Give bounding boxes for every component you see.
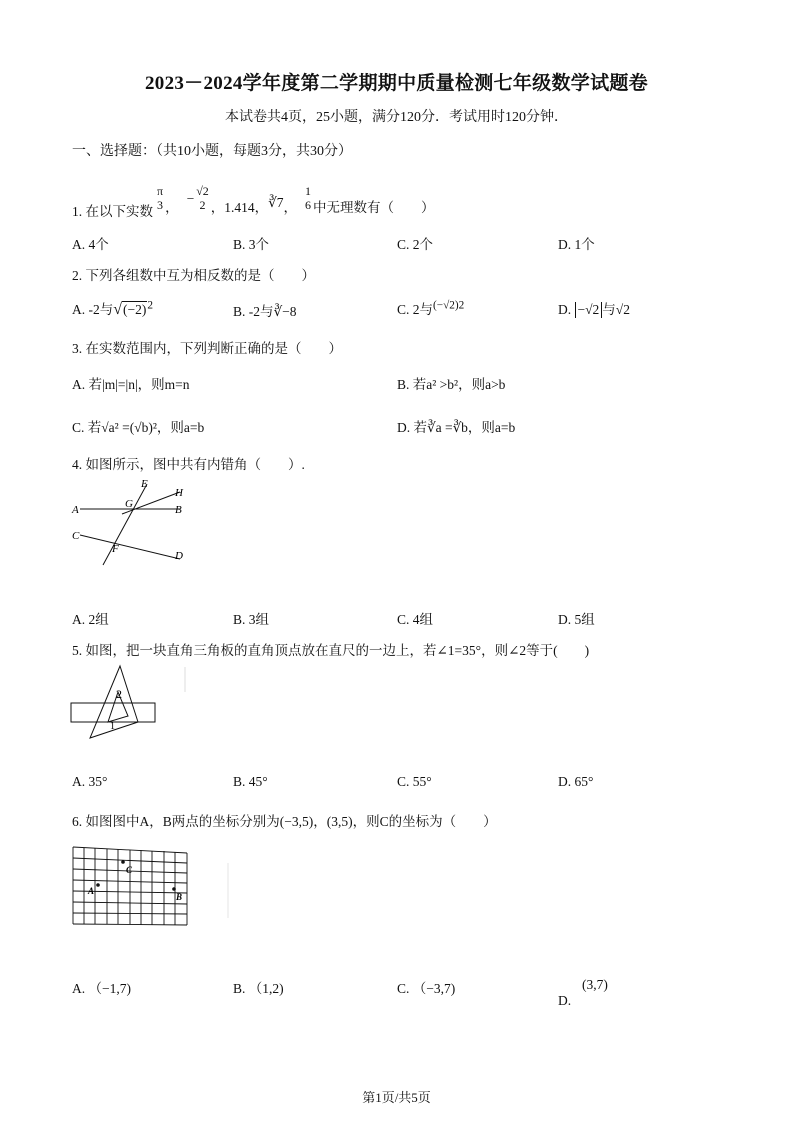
label-c: C — [72, 530, 80, 542]
question-3: 3. 在实数范围内，下列判断正确的是（ ） — [72, 341, 342, 356]
q6-option-b[interactable]: B. （1,2) — [233, 981, 284, 996]
question-1 — [72, 178, 435, 220]
label-a: A — [88, 886, 95, 896]
q1-suffix: 中无理数有（ ） — [313, 200, 435, 215]
q2-option-d[interactable]: D. −√2 与√2 — [558, 302, 630, 317]
q1-cuberoot-7: ∛7 — [268, 195, 284, 210]
q1-neg: − — [186, 191, 195, 206]
exam-title: 2023－2024学年度第二学期期中质量检测七年级数学试题卷 — [144, 73, 648, 94]
q2-option-b[interactable]: B. -2与∛−8 — [233, 304, 297, 319]
q5-option-a[interactable]: A. 35° — [72, 774, 108, 789]
q6-option-a[interactable]: A. （−1,7) — [72, 981, 131, 996]
q1-values: ，1.414， — [210, 200, 269, 215]
q6-option-c[interactable]: C. （−3,7) — [397, 981, 456, 996]
label-b: B — [176, 892, 183, 902]
q6-coordinate-grid-figure — [70, 843, 230, 933]
q1-frac-sqrt2-2: √2 2 — [196, 184, 209, 212]
q1-frac-pi-3: π 3 — [157, 184, 164, 212]
q5-option-c[interactable]: C. 55° — [397, 774, 432, 789]
label-d: D — [175, 550, 183, 562]
q4-option-a[interactable]: A. 2组 — [72, 612, 109, 627]
q3-option-b[interactable]: B. 若a² >b²，则a>b — [397, 377, 506, 392]
q1-sep2: ， — [283, 200, 298, 215]
q4-option-c[interactable]: C. 4组 — [397, 612, 434, 627]
q3-option-a[interactable]: A. 若|m|=|n|，则m=n — [72, 377, 190, 392]
page-number: 第1页/共5页 — [362, 1090, 431, 1105]
q1-frac-1-6: 1 6 — [305, 184, 312, 212]
q2-option-c[interactable]: C. 2与$^{(-√2)2}$ — [397, 299, 465, 317]
exam-subtitle: 本试卷共4页，25小题，满分120分．考试用时120分钟． — [225, 110, 568, 125]
question-4: 4. 如图所示，图中共有内错角（ ）. — [72, 457, 305, 472]
q5-option-d[interactable]: D. 65° — [558, 774, 594, 789]
q2-a-sqrt-icon: √ — [113, 301, 123, 318]
section-heading: 一、选择题：（共10小题，每题3分，共30分） — [72, 144, 352, 159]
q5-triangle-ruler-figure — [68, 662, 190, 742]
q6-option-d-value: (3,7) — [582, 977, 608, 992]
q1-option-c[interactable]: C. 2个 — [397, 237, 434, 252]
q2-option-a[interactable]: A. -2与$√(-2)^2$ — [72, 299, 154, 318]
q3-option-d[interactable]: D. 若∛a =∛b，则a=b — [397, 420, 516, 435]
label-f: F — [112, 543, 119, 555]
q1-option-a[interactable]: A. 4个 — [72, 237, 109, 252]
label-e: E — [141, 478, 148, 490]
q4-intersecting-lines-figure — [68, 478, 208, 568]
point-c — [121, 860, 125, 864]
q4-option-b[interactable]: B. 3组 — [233, 612, 270, 627]
line-ef — [103, 484, 147, 565]
q3-option-c[interactable]: C. 若√a² =(√b)²，则a=b — [72, 420, 205, 435]
q6-option-d[interactable]: D. — [558, 993, 572, 1008]
label-g: G — [125, 498, 133, 510]
angle-1-label: 1 — [110, 721, 115, 732]
point-a — [96, 883, 100, 887]
question-6: 6. 如图图中A，B两点的坐标分别为(−3,5)，(3,5)，则C的坐标为（ ） — [72, 814, 497, 829]
q5-option-b[interactable]: B. 45° — [233, 774, 268, 789]
angle-2-label: 2 — [116, 687, 122, 701]
q1-prefix: 1. 在以下实数 — [72, 204, 153, 219]
label-c: C — [126, 865, 133, 875]
label-h: H — [175, 487, 183, 499]
q1-option-b[interactable]: B. 3个 — [233, 237, 270, 252]
q1-sep: ， — [165, 200, 179, 215]
question-5: 5. 如图，把一块直角三角板的直角顶点放在直尺的一边上，若∠1=35°，则∠2等于( ) — [72, 643, 590, 658]
label-a: A — [72, 504, 79, 516]
label-b: B — [175, 504, 182, 516]
question-2: 2. 下列各组数中互为相反数的是（ ） — [72, 268, 315, 283]
point-b — [172, 887, 176, 891]
q4-option-d[interactable]: D. 5组 — [558, 612, 595, 627]
line-cd — [80, 535, 180, 559]
q1-option-d[interactable]: D. 1个 — [558, 237, 595, 252]
